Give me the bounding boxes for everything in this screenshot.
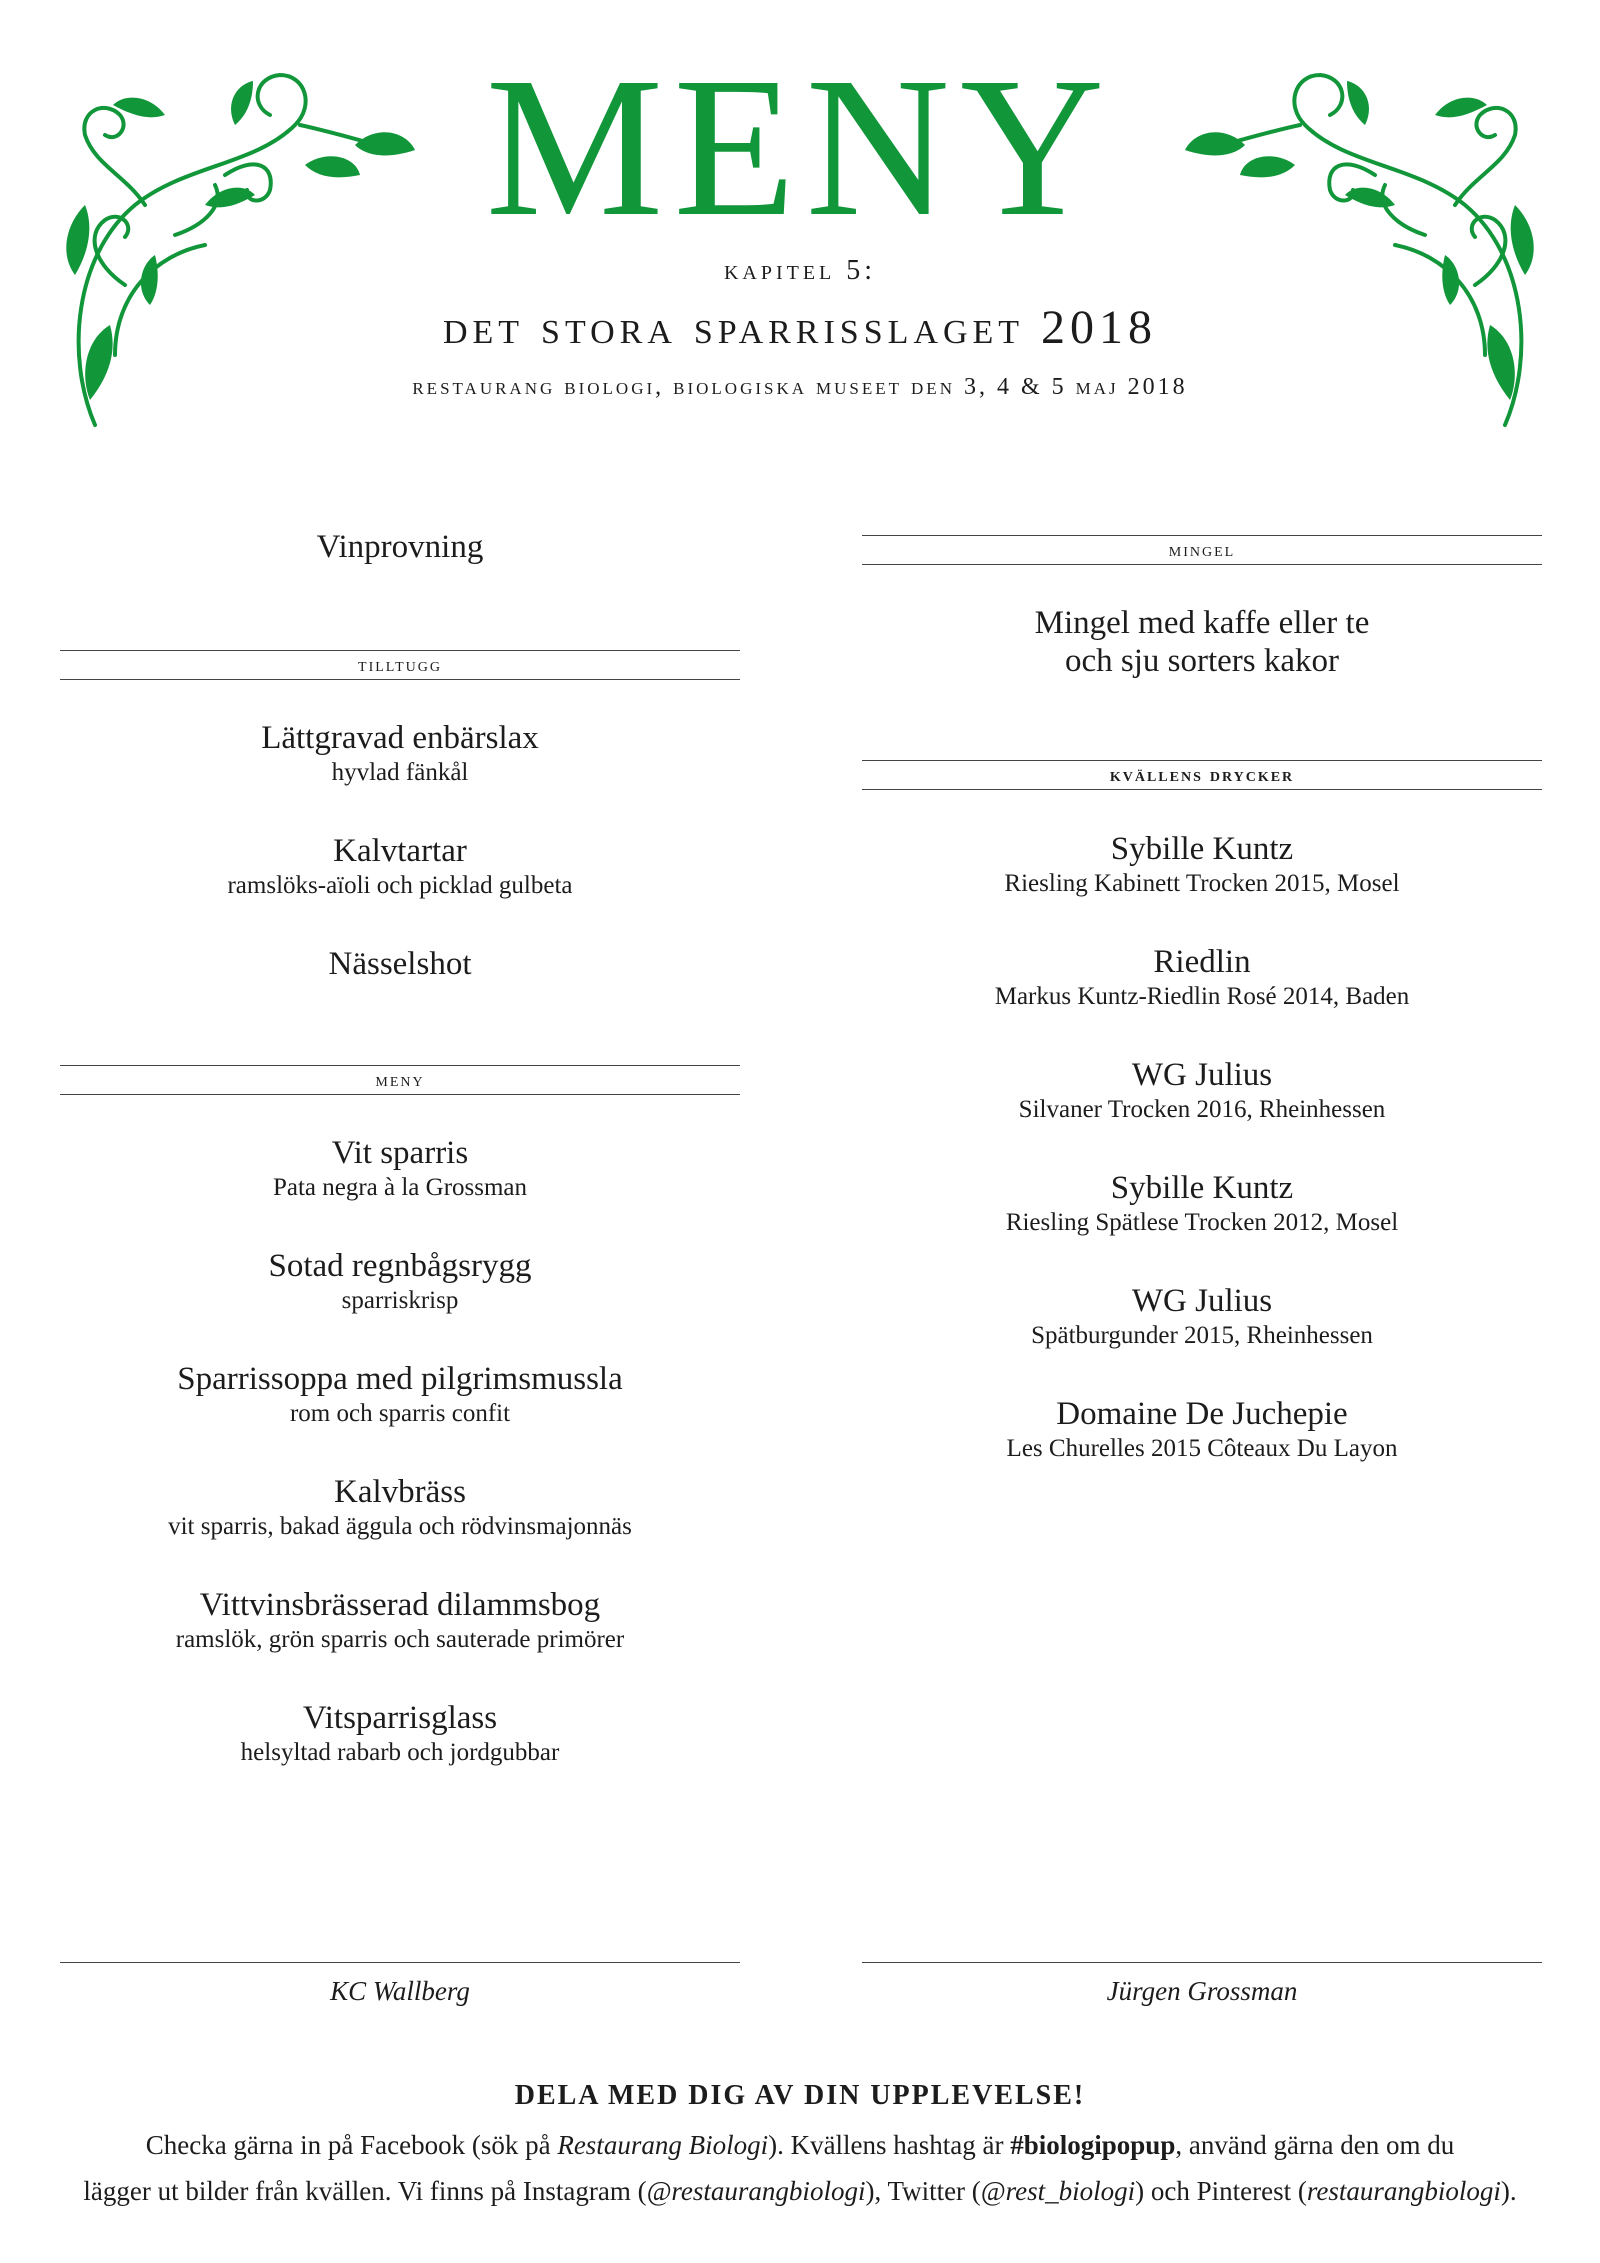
dish-name: Kalvtartar bbox=[333, 833, 467, 869]
share-paragraph bbox=[60, 2122, 1540, 2214]
drink-item bbox=[862, 1056, 1542, 1126]
menu-item bbox=[60, 1360, 740, 1430]
dish-description: ramslök, grön sparris och sauterade primörer bbox=[175, 1626, 625, 1653]
share-text-part: lägger ut bilder från kvällen. Vi finns på Instagram ( bbox=[83, 2176, 647, 2206]
twitter-handle: @rest_biologi bbox=[980, 2176, 1136, 2206]
drink-item bbox=[862, 1282, 1542, 1352]
mingel-item bbox=[862, 604, 1542, 680]
dish-name: Lättgravad enbärslax bbox=[261, 720, 539, 756]
section-heading-drinks: kvällens drycker bbox=[862, 760, 1542, 790]
menu-item bbox=[60, 1699, 740, 1769]
facebook-name: Restaurang Biologi bbox=[557, 2130, 769, 2160]
dish-name: Nässelshot bbox=[328, 946, 472, 982]
dish-name: Sotad regnbågsrygg bbox=[268, 1248, 532, 1284]
drink-item bbox=[862, 943, 1542, 1013]
event-place-date: restaurang biologi, biologiska museet den 3, 4 & 5 maj 2018 bbox=[412, 374, 1188, 400]
mingel-line-1: Mingel med kaffe eller te bbox=[1034, 605, 1370, 641]
menu-item bbox=[60, 945, 740, 983]
intro-name: Vinprovning bbox=[316, 529, 484, 565]
menu-item bbox=[60, 1586, 740, 1656]
dish-description: ramslöks-aïoli och picklad gulbeta bbox=[227, 872, 573, 899]
drink-producer: WG Julius bbox=[1131, 1057, 1273, 1093]
drink-description: Spätburgunder 2015, Rheinhessen bbox=[1031, 1322, 1373, 1349]
chapter-label: kapitel 5: bbox=[723, 255, 877, 286]
section-heading-mingel: mingel bbox=[862, 535, 1542, 565]
share-text-part: ). Kvällens hashtag är bbox=[768, 2130, 1011, 2160]
instagram-handle: @restaurangbiologi bbox=[646, 2176, 866, 2206]
dish-description: hyvlad fänkål bbox=[331, 759, 469, 786]
dish-description: vit sparris, bakad äggula och rödvinsmajonnäs bbox=[168, 1513, 632, 1540]
menu-item bbox=[60, 832, 740, 902]
menu-item bbox=[60, 1473, 740, 1543]
dish-name: Kalvbräss bbox=[334, 1474, 466, 1510]
pinterest-handle: restaurangbiologi bbox=[1306, 2176, 1501, 2206]
share-heading: DELA MED DIG AV DIN UPPLEVELSE! bbox=[514, 2080, 1086, 2111]
share-text-part: ). bbox=[1500, 2176, 1517, 2206]
share-text-part: ), Twitter ( bbox=[865, 2176, 981, 2206]
dish-description: helsyltad rabarb och jordgubbar bbox=[240, 1739, 560, 1766]
page-title: MENY bbox=[485, 37, 1115, 258]
share-text-part: ) och Pinterest ( bbox=[1135, 2176, 1307, 2206]
dish-name: Sparrissoppa med pilgrimsmussla bbox=[177, 1361, 623, 1397]
drink-producer: Riedlin bbox=[1153, 944, 1251, 980]
drink-description: Riesling Kabinett Trocken 2015, Mosel bbox=[1004, 870, 1400, 897]
drink-producer: Sybille Kuntz bbox=[1110, 1170, 1294, 1206]
drink-item bbox=[862, 1395, 1542, 1465]
drink-producer: WG Julius bbox=[1131, 1283, 1273, 1319]
menu-item bbox=[60, 719, 740, 789]
section-heading-tilltugg: tilltugg bbox=[60, 650, 740, 680]
dish-description: Pata negra à la Grossman bbox=[272, 1174, 528, 1201]
drink-producer: Sybille Kuntz bbox=[1110, 831, 1294, 867]
hashtag: #biologipopup bbox=[1010, 2130, 1176, 2160]
chef-signature-right: Jürgen Grossman bbox=[1106, 1976, 1298, 2006]
drink-item bbox=[862, 1169, 1542, 1239]
drink-description: Markus Kuntz-Riedlin Rosé 2014, Baden bbox=[994, 983, 1410, 1010]
drink-item bbox=[862, 830, 1542, 900]
intro-item bbox=[60, 528, 740, 566]
menu-item bbox=[60, 1134, 740, 1204]
drink-description: Riesling Spätlese Trocken 2012, Mosel bbox=[1005, 1209, 1399, 1236]
drink-producer: Domaine De Juchepie bbox=[1056, 1396, 1348, 1432]
event-title: det stora sparrisslaget 2018 bbox=[442, 301, 1158, 354]
mingel-line-2: och sju sorters kakor bbox=[1064, 643, 1340, 679]
dish-name: Vittvinsbrässerad dilammsbog bbox=[199, 1587, 601, 1623]
dish-name: Vit sparris bbox=[331, 1135, 469, 1171]
section-heading-meny: meny bbox=[60, 1065, 740, 1095]
drink-description: Silvaner Trocken 2016, Rheinhessen bbox=[1018, 1096, 1386, 1123]
menu-item bbox=[60, 1247, 740, 1317]
signature-rule-left bbox=[60, 1962, 740, 1963]
dish-name: Vitsparrisglass bbox=[302, 1700, 498, 1736]
share-text-part: Checka gärna in på Facebook (sök på bbox=[145, 2130, 558, 2160]
share-text-part: , använd gärna den om du bbox=[1175, 2130, 1455, 2160]
drink-description: Les Churelles 2015 Côteaux Du Layon bbox=[1006, 1435, 1398, 1462]
chef-signature-left: KC Wallberg bbox=[330, 1976, 470, 2006]
signature-rule-right bbox=[862, 1962, 1542, 1963]
dish-description: rom och sparris confit bbox=[289, 1400, 511, 1427]
dish-description: sparriskrisp bbox=[341, 1287, 459, 1314]
